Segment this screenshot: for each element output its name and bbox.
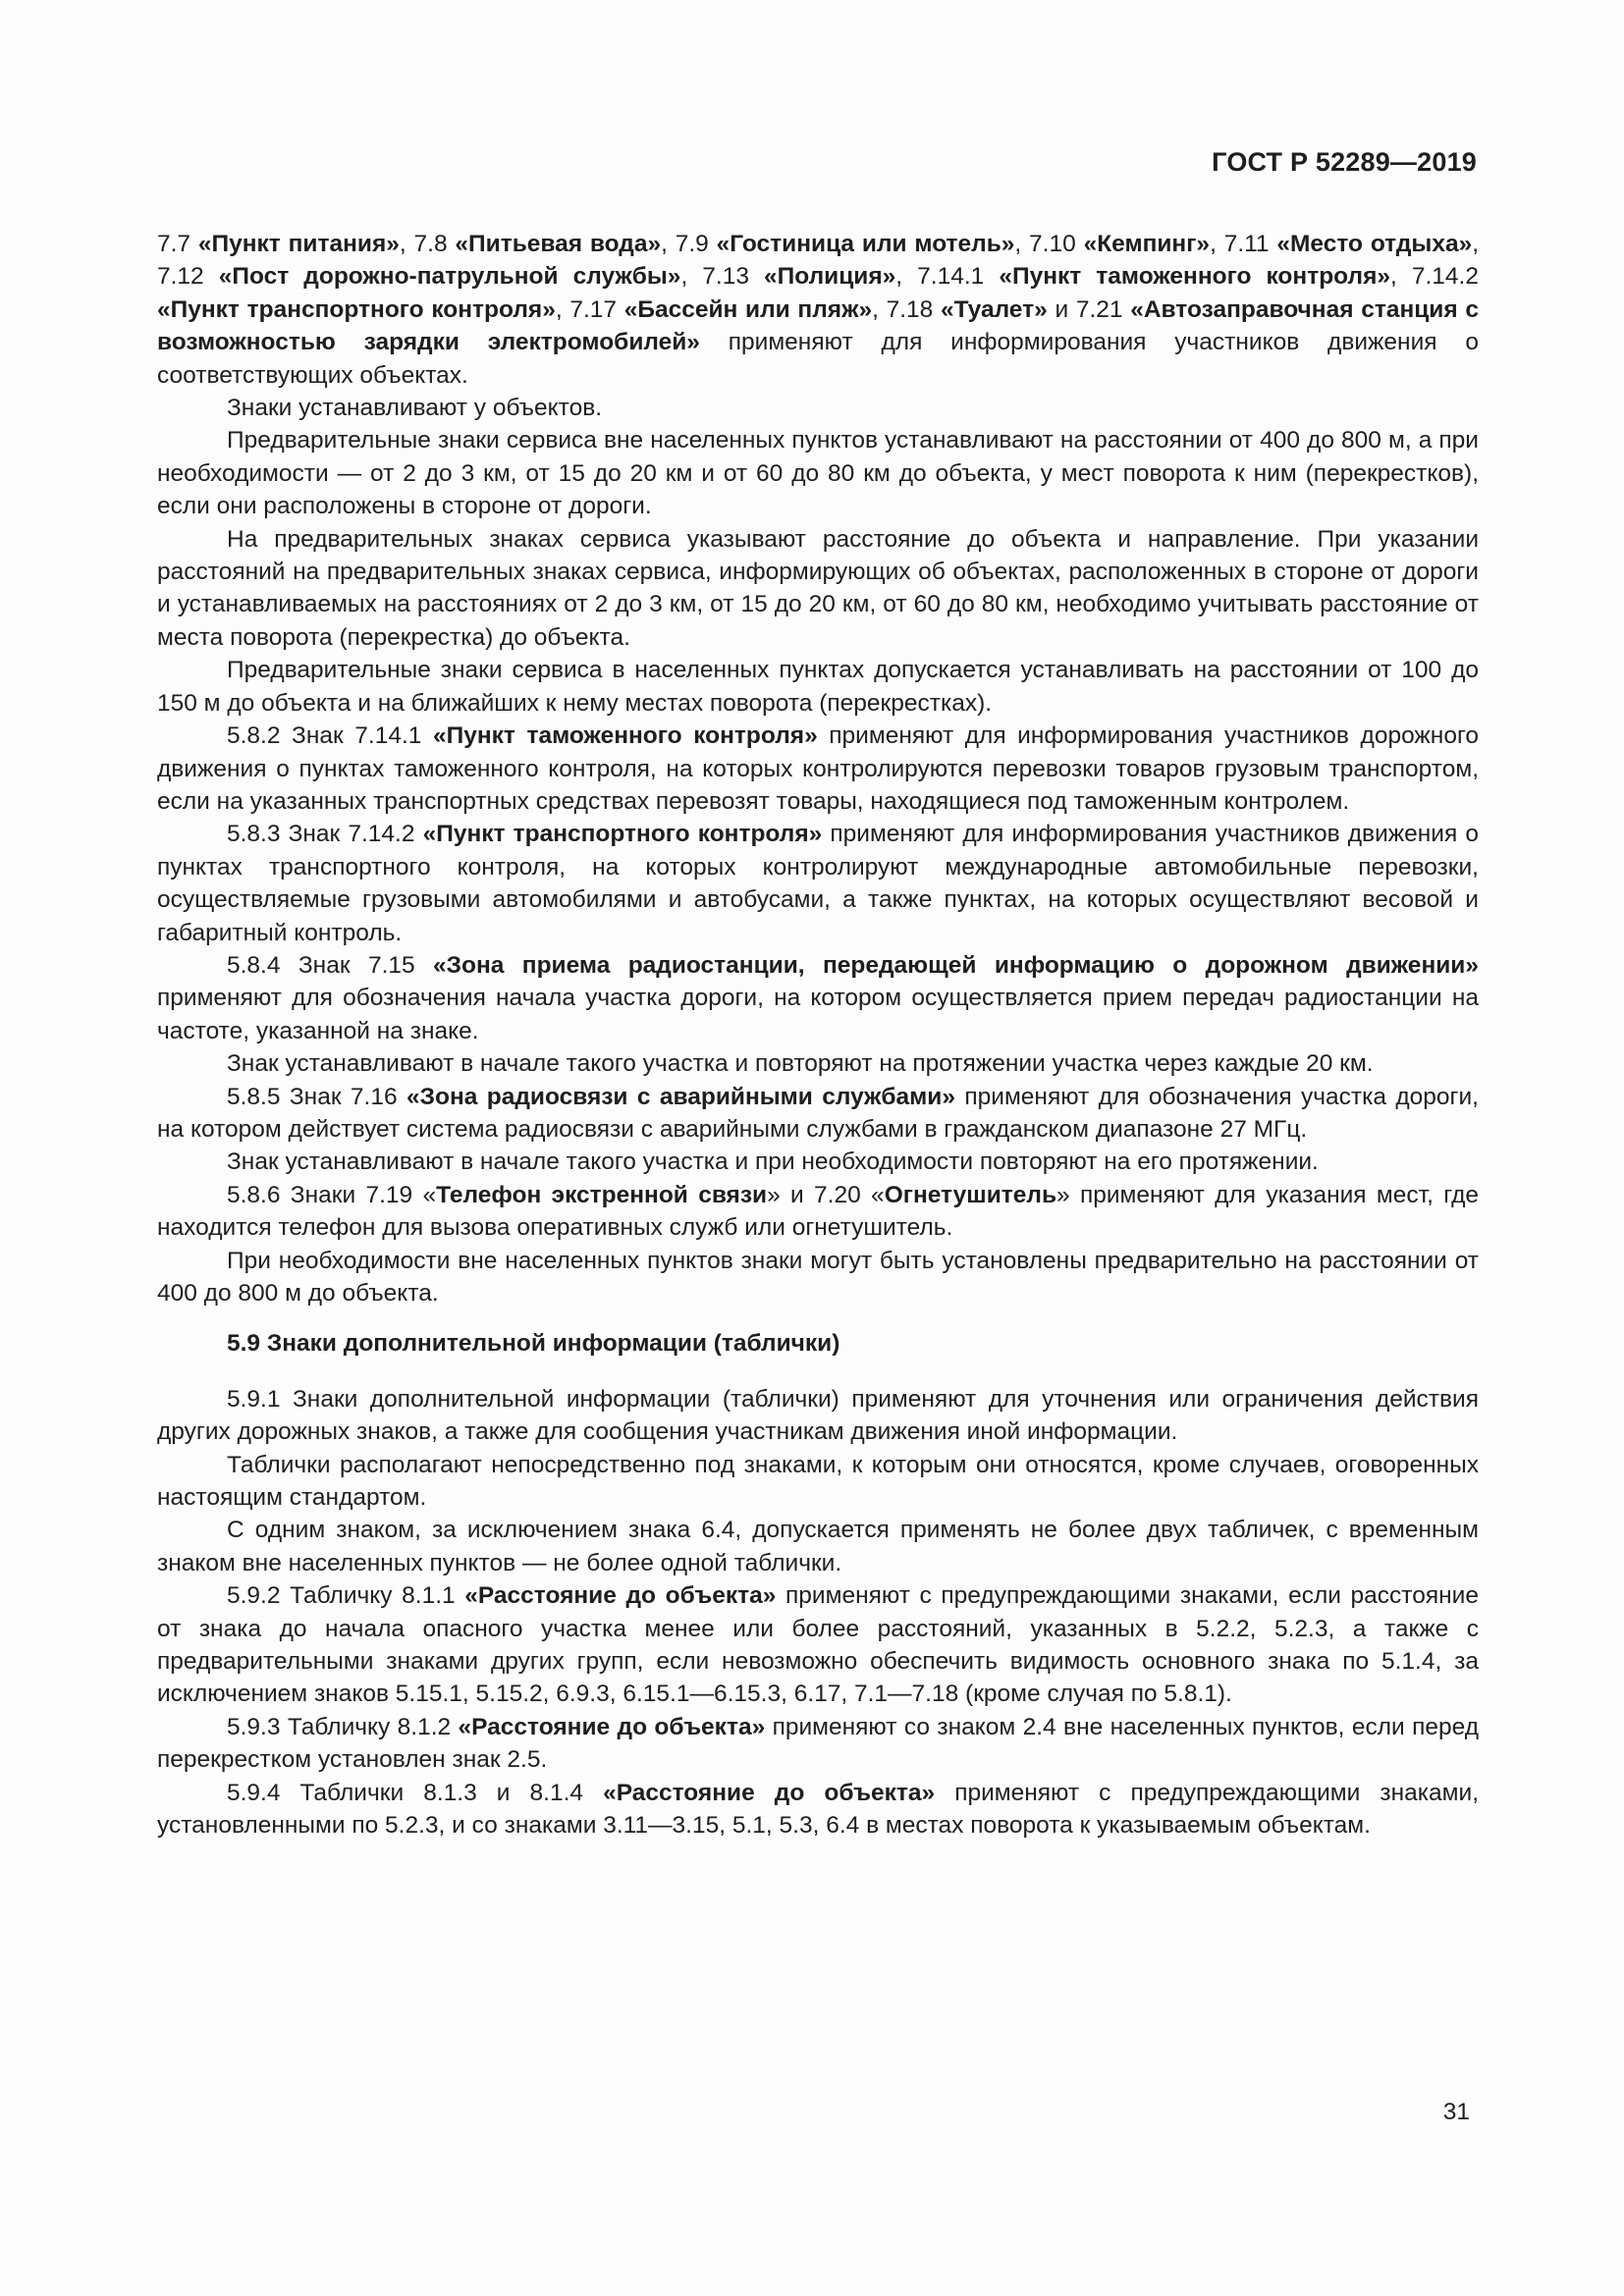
text-run: Предварительные знаки сервиса вне населенных пунктов устанавливают на расстоянии от 400 до 800 м, а при необходимости — от 2 до 3 км, от 15 до 20 км и от 60 до 80 км до объекта, у мест поворота к ним (перекрестков), если они расположены в стороне от дороги. <box>157 427 1479 520</box>
text-run: С одним знаком, за исключением знака 6.4, допускается применять не более двух табличек, с временным знаком вне населенных пунктов — не более одной таблички. <box>157 1517 1479 1576</box>
text-run: применяют со знаком 2.4 вне населенных пунктов, если перед перекрестком установлен знак 2.5. <box>157 1713 1479 1774</box>
paragraph <box>157 949 1479 1047</box>
text-run: применяют с предупреждающими знаками, если расстояние от знака до начала опасного участка менее или более расстояний, указанных в 5.2.2, 5.2.3, а также с предварительными знаками других групп, если невозможно обеспечить видимость основного знака по 5.1.4, за исключением знаков 5.15.1, 5.15.2, 6.9.3, 6.15.1—6.15.3, 6.17, 7.1—7.18 (кроме случая по 5.8.1). <box>157 1582 1479 1708</box>
bold-text: 5.9 Знаки дополнительной информации (таблички) <box>227 1330 840 1358</box>
text-run: применяют для обозначения начала участка дороги, на котором осуществляется прием передач радиостанции на частоте, указанной на знаке. <box>157 985 1479 1044</box>
paragraph <box>157 1449 1479 1515</box>
bold-text: «Туалет» <box>940 295 1048 323</box>
paragraph <box>157 392 1479 424</box>
paragraph <box>157 1047 1479 1080</box>
text-run: 5.8.2 Знак 7.14.1 <box>227 722 433 750</box>
text-run: Знаки устанавливают у объектов. <box>227 395 603 422</box>
paragraph <box>157 1777 1479 1842</box>
text-run: Таблички располагают непосредственно под знаками, к которым они относятся, кроме случаев, оговоренных настоящим стандартом. <box>157 1451 1479 1512</box>
page-number: 31 <box>1442 2099 1470 2125</box>
text-run: На предварительных знаках сервиса указывают расстояние до объекта и направление. При указании расстояний на предварительных знаках сервиса, информирующих об объектах, расположенных в стороне от дороги и устанавливаемых на расстояниях от 2 до 3 км, от 15 до 20 км, от 60 до 80 км, необходимо учитывать расстояние от места поворота (перекрестка) до объекта. <box>157 525 1479 651</box>
bold-text: «Расстояние до объекта» <box>603 1779 936 1806</box>
text-run: 5.8.6 Знаки 7.19 « <box>227 1181 437 1208</box>
text-run: применяют для информирования участников движения о пунктах транспортного контроля, на которых контролируют международные автомобильные перевозки, осуществляемые грузовыми автомобилями и автобусами, а также пунктах, на которых осуществляют весовой и габаритный контроль. <box>157 821 1479 946</box>
paragraph <box>157 1146 1479 1178</box>
text-run: 5.9.1 Знаки дополнительной информации (таблички) применяют для уточнения или ограничения действия других дорожных знаков, а также для сообщения участникам движения иной информации. <box>157 1385 1479 1446</box>
text-run: , 7.18 <box>872 295 941 323</box>
paragraph <box>157 424 1479 522</box>
text-run: 7.7 <box>157 231 198 257</box>
text-run: Знак устанавливают в начале такого участка и повторяют на протяжении участка через каждые 20 км. <box>227 1050 1374 1078</box>
text-run: Знак устанавливают в начале такого участка и при необходимости повторяют на его протяжении. <box>227 1148 1319 1176</box>
text-run: , 7.10 <box>1014 231 1084 257</box>
text-run: , 7.17 <box>555 295 624 323</box>
text-run: , 7.8 <box>399 231 456 257</box>
bold-text: «Пункт питания» <box>197 231 400 257</box>
bold-text: «Расстояние до объекта» <box>458 1713 766 1740</box>
bold-text: «Автозаправочная станция с возможностью зарядки электромобилей» <box>157 295 1479 356</box>
text-run: 5.8.5 Знак 7.16 <box>227 1083 406 1110</box>
bold-text: Телефон экстренной связи <box>436 1181 768 1208</box>
paragraph <box>157 1383 1479 1449</box>
text-run: , 7.13 <box>680 263 765 291</box>
text-run: , 7.11 <box>1210 231 1277 257</box>
paragraph <box>157 523 1479 655</box>
paragraph <box>157 1179 1479 1245</box>
text-run: , 7.9 <box>661 231 717 257</box>
bold-text: «Питьевая вода» <box>455 231 662 257</box>
paragraph <box>157 654 1479 720</box>
text-run: » применяют для указания мест, где находится телефон для вызова оперативных служб или огнетушитель. <box>157 1181 1479 1242</box>
bold-text: «Пункт таможенного контроля» <box>432 722 818 750</box>
bold-text: «Расстояние до объекта» <box>464 1582 777 1610</box>
paragraph <box>157 1081 1479 1147</box>
text-run: 5.8.3 Знак 7.14.2 <box>227 821 423 848</box>
bold-text: «Пункт транспортного контроля» <box>157 295 556 323</box>
bold-text: «Зона радиосвязи с аварийными службами» <box>406 1083 955 1110</box>
paragraph <box>157 1514 1479 1579</box>
text-run: Предварительные знаки сервиса в населенных пунктах допускается устанавливать на расстоянии от 100 до 150 м до объекта и на ближайших к нему местах поворота (перекрестках). <box>157 657 1479 717</box>
bold-text: «Пункт таможенного контроля» <box>999 263 1391 291</box>
bold-text: «Гостиница или мотель» <box>716 231 1015 257</box>
bold-text: «Пост дорожно-патрульной службы» <box>218 263 681 291</box>
bold-text: «Зона приема радиостанции, передающей информацию о дорожном движении» <box>433 951 1479 979</box>
bold-text: «Место отдыха» <box>1276 231 1473 257</box>
text-run: применяют с предупреждающими знаками, установленными по 5.2.3, и со знаками 3.11—3.15, 5.1, 5.3, 6.4 в местах поворота к указываемым объектам. <box>157 1779 1480 1840</box>
text-run: При необходимости вне населенных пунктов знаки могут быть установлены предварительно на расстоянии от 400 до 800 м до объекта. <box>157 1247 1479 1307</box>
paragraph <box>157 1579 1479 1711</box>
text-run: 5.9.2 Табличку 8.1.1 <box>227 1582 465 1610</box>
text-run: 5.8.4 Знак 7.15 <box>227 951 434 979</box>
text-run: 5.9.3 Табличку 8.1.2 <box>227 1713 459 1740</box>
paragraph <box>157 228 1479 392</box>
bold-text: «Полиция» <box>764 263 896 291</box>
paragraph <box>157 818 1479 949</box>
text-run: и 7.21 <box>1047 295 1131 323</box>
paragraph <box>157 720 1479 818</box>
text-run: применяют для информирования участников дорожного движения о пунктах таможенного контроля, на которых контролируются перевозки товаров грузовым транспортом, если на указанных транспортных средствах перевозят товары, находящиеся под таможенным контролем. <box>157 722 1479 815</box>
text-run: » и 7.20 « <box>767 1181 885 1208</box>
bold-text: «Бассейн или пляж» <box>623 295 873 323</box>
paragraph <box>157 1245 1479 1310</box>
text-run: применяют для информирования участников движения о соответствующих объектах. <box>157 329 1479 389</box>
bold-text: «Кемпинг» <box>1083 231 1211 257</box>
text-run: , 7.14.1 <box>895 263 1000 291</box>
document-header: ГОСТ Р 52289—2019 <box>1212 147 1477 177</box>
text-run: применяют для обозначения участка дороги, на котором действует система радиосвязи с аварийными службами в гражданском диапазоне 27 МГц. <box>157 1083 1479 1143</box>
bold-text: «Пункт транспортного контроля» <box>422 821 823 848</box>
text-run: , 7.14.2 <box>1390 263 1479 291</box>
bold-text: Огнетушитель <box>884 1181 1057 1208</box>
text-run: 5.9.4 Таблички 8.1.3 и 8.1.4 <box>227 1779 604 1806</box>
document-body <box>157 228 1479 1842</box>
section-heading <box>157 1327 1479 1360</box>
paragraph <box>157 1711 1479 1777</box>
text-run: , 7.12 <box>157 231 1480 291</box>
